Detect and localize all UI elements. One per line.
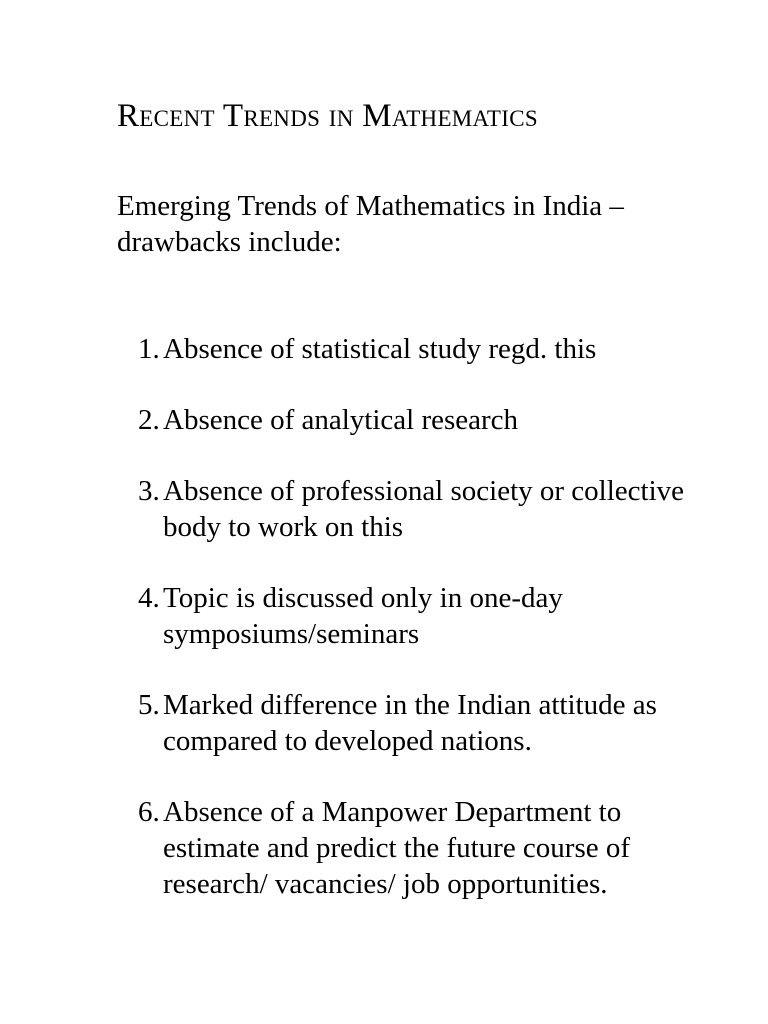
list-item-text: Topic is discussed only in one-day symposiums/seminars bbox=[163, 582, 563, 650]
list-item-number: 2. bbox=[138, 404, 160, 436]
drawbacks-list bbox=[138, 331, 698, 902]
list-item bbox=[138, 473, 698, 545]
list-item-number: 5. bbox=[138, 689, 160, 721]
list-item-text: Absence of professional society or collective body to work on this bbox=[163, 475, 685, 543]
list-item-number: 3. bbox=[138, 475, 160, 507]
list-item-number: 1. bbox=[138, 333, 160, 365]
list-item bbox=[138, 331, 698, 367]
list-item-number: 4. bbox=[138, 582, 160, 614]
list-item-number: 6. bbox=[138, 796, 160, 828]
list-item bbox=[138, 687, 698, 759]
page-title: Recent Trends in Mathematics bbox=[117, 98, 538, 134]
list-item-text: Absence of statistical study regd. this bbox=[163, 333, 597, 365]
list-item-text: Marked difference in the Indian attitude as compared to developed nations. bbox=[163, 689, 657, 757]
list-item bbox=[138, 402, 698, 438]
list-item bbox=[138, 794, 698, 902]
intro-text: Emerging Trends of Mathematics in India – drawbacks include: bbox=[117, 190, 624, 258]
list-item-text: Absence of analytical research bbox=[163, 404, 519, 436]
list-item bbox=[138, 580, 698, 652]
list-item-text: Absence of a Manpower Department to estimate and predict the future course of research/ vacancies/ job opportunities. bbox=[163, 796, 631, 900]
